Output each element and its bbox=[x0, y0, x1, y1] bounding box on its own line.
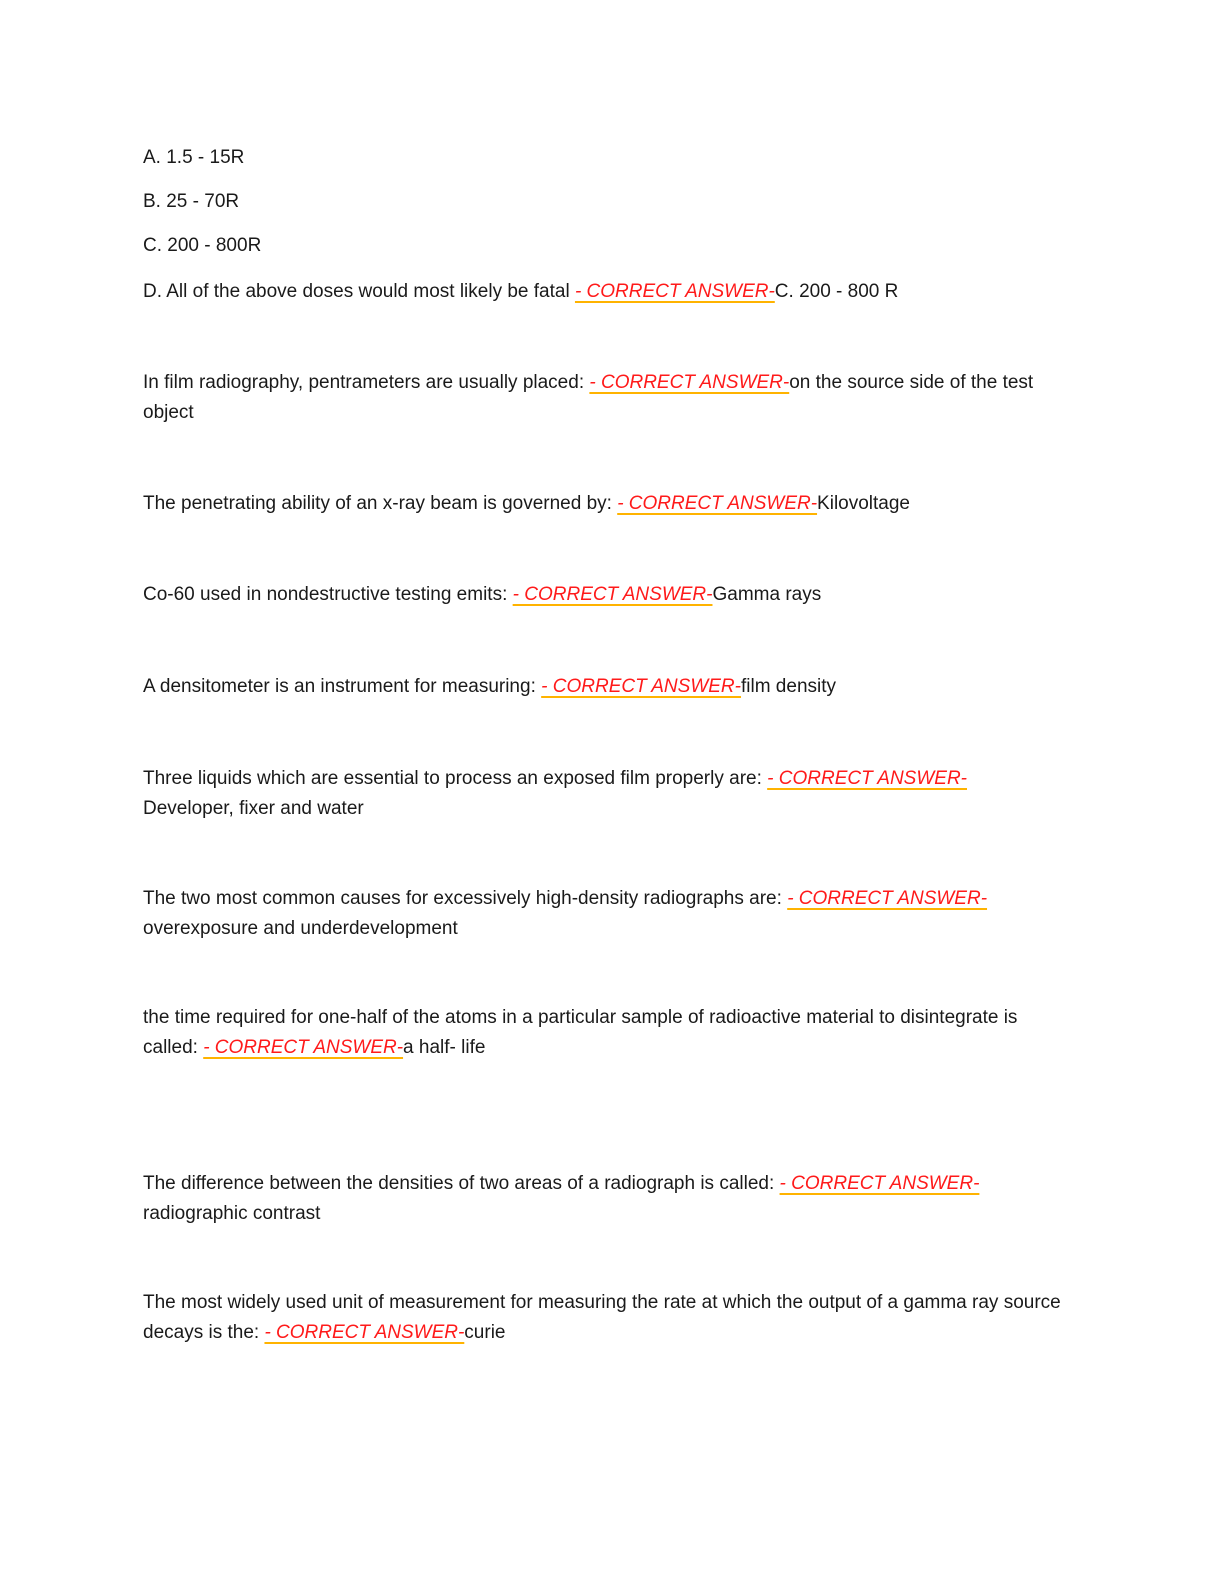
correct-answer-marker: - CORRECT ANSWER- bbox=[541, 676, 741, 697]
correct-answer-marker: - CORRECT ANSWER- bbox=[767, 768, 967, 789]
correct-answer-marker: - CORRECT ANSWER- bbox=[574, 281, 775, 302]
question-text: The difference between the densities of two areas of a radiograph is called: bbox=[143, 1173, 780, 1194]
correct-answer-marker: - CORRECT ANSWER- bbox=[589, 372, 790, 393]
answer-text: C. 200 - 800 R bbox=[774, 281, 899, 302]
question-text: Co-60 used in nondestructive testing emits: bbox=[143, 584, 513, 605]
correct-answer-marker: - CORRECT ANSWER- bbox=[787, 888, 988, 909]
question-text: The most widely used unit of measurement for measuring the rate at which the output of a gamma ray source decays is the: bbox=[143, 1292, 1061, 1343]
correct-answer-marker: - CORRECT ANSWER- bbox=[617, 493, 818, 514]
qa-item-high-density bbox=[143, 884, 1073, 944]
correct-answer-marker: - CORRECT ANSWER- bbox=[512, 584, 713, 605]
qa-item-three-liquids bbox=[143, 764, 1073, 824]
answer-text: film density bbox=[740, 676, 837, 697]
correct-answer-marker: - CORRECT ANSWER- bbox=[264, 1322, 465, 1343]
question-text: A densitometer is an instrument for measuring: bbox=[143, 676, 542, 697]
qa-item-densitometer bbox=[143, 672, 1073, 702]
correct-answer-marker: - CORRECT ANSWER- bbox=[203, 1037, 404, 1058]
qa-item-penetrating-ability bbox=[143, 489, 1073, 519]
qa-item-penetrameters bbox=[143, 368, 1073, 428]
qa-item-option-d bbox=[143, 277, 1073, 307]
option-a: A. 1.5 - 15R bbox=[143, 147, 245, 168]
answer-text: radiographic contrast bbox=[143, 1203, 321, 1224]
question-text: The penetrating ability of an x-ray beam is governed by: bbox=[143, 493, 618, 514]
answer-text: on the source side of the test object bbox=[143, 372, 1034, 423]
qa-item-radiographic-contrast bbox=[143, 1169, 1073, 1229]
question-text: D. All of the above doses would most likely be fatal bbox=[143, 281, 575, 302]
option-b: B. 25 - 70R bbox=[143, 191, 240, 212]
answer-text: curie bbox=[464, 1322, 506, 1343]
answer-text: Kilovoltage bbox=[817, 493, 910, 514]
option-c: C. 200 - 800R bbox=[143, 235, 262, 256]
correct-answer-marker: - CORRECT ANSWER- bbox=[779, 1173, 980, 1194]
answer-text: overexposure and underdevelopment bbox=[143, 918, 458, 939]
question-text: In film radiography, pentrameters are usually placed: bbox=[143, 372, 590, 393]
qa-item-curie bbox=[143, 1288, 1073, 1348]
answer-text: Gamma rays bbox=[712, 584, 822, 605]
question-text: The two most common causes for excessively high-density radiographs are: bbox=[143, 888, 788, 909]
answer-text: Developer, fixer and water bbox=[143, 798, 364, 819]
question-text: Three liquids which are essential to process an exposed film properly are: bbox=[143, 768, 768, 789]
question-text: the time required for one-half of the atoms in a particular sample of radioactive material to disintegrate is called: bbox=[143, 1007, 1018, 1058]
answer-text: a half- life bbox=[403, 1037, 486, 1058]
qa-item-co60 bbox=[143, 580, 1073, 610]
qa-item-half-life bbox=[143, 1003, 1073, 1063]
